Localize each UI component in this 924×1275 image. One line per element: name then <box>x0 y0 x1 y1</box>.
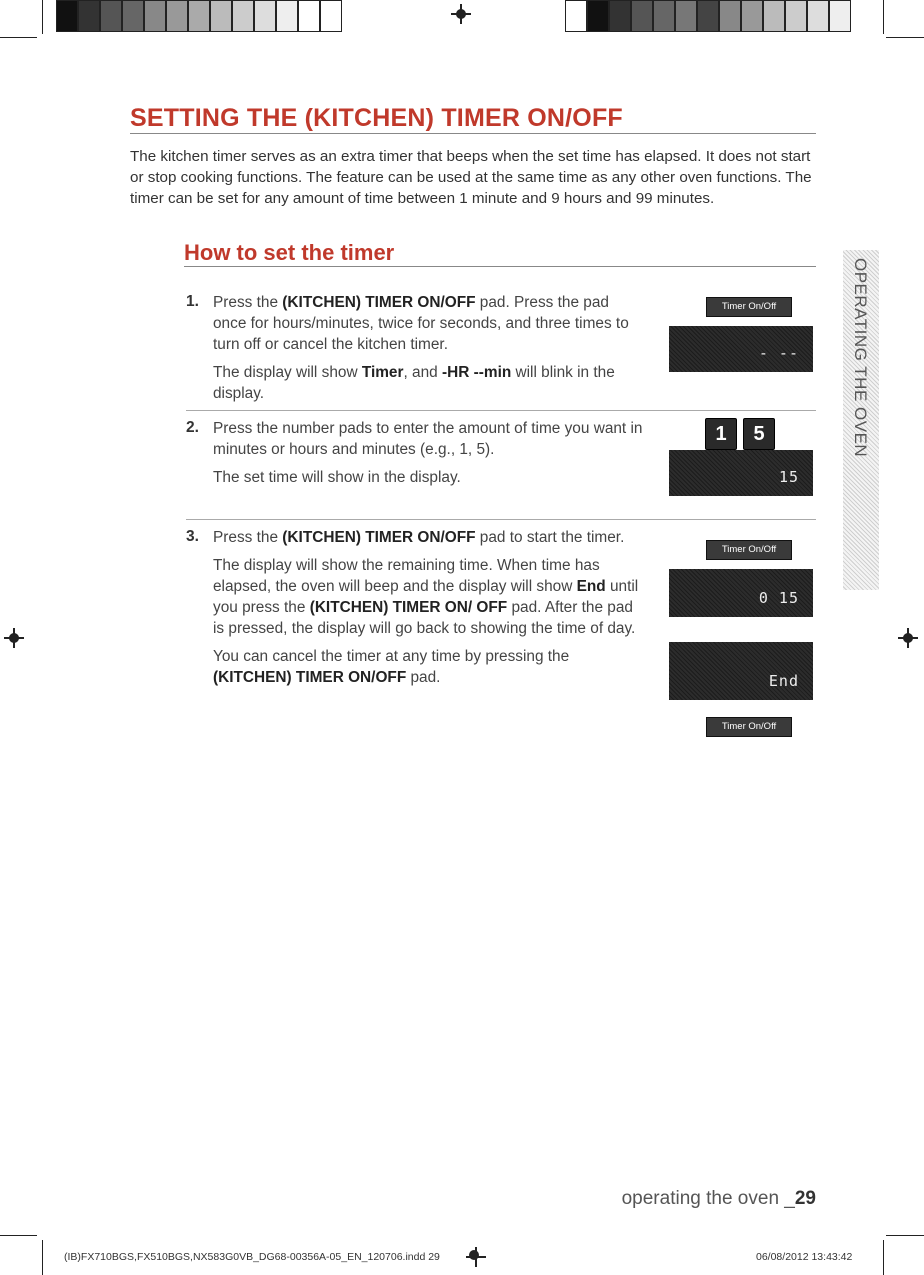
oven-display <box>669 642 813 700</box>
step-1-text: Press the (KITCHEN) TIMER ON/OFF pad. Press the pad once for hours/minutes, twice for seconds, and three times to turn off or cancel the kitchen timer. The display will show Timer, and -HR --min will blink in the display. <box>213 294 629 402</box>
registration-mark-icon <box>4 628 24 648</box>
color-bar-right <box>565 0 851 32</box>
crop-mark <box>0 1235 37 1236</box>
title-rule <box>130 133 816 134</box>
timer-on-off-button: Timer On/Off <box>706 297 792 317</box>
display-readout: 0 15 <box>758 589 799 607</box>
page-number: 29 <box>794 1188 816 1209</box>
section-heading: How to set the timer <box>184 240 395 265</box>
crop-mark <box>886 37 924 38</box>
print-date: 06/08/2012 13:43:42 <box>756 1251 853 1263</box>
registration-mark-icon <box>451 4 471 24</box>
step-number: 3. <box>186 528 199 545</box>
crop-mark <box>883 1240 884 1275</box>
step-divider <box>186 519 816 520</box>
intro-paragraph: The kitchen timer serves as an extra timer that beeps when the set time has elapsed. It does not start or stop cooking functions. The feature can be used at the same time as any other oven functions. The timer can be set for any amount of time between 1 minute and 9 hours and 99 minutes. <box>130 148 812 207</box>
oven-display <box>669 569 813 617</box>
display-readout: End <box>768 672 799 690</box>
color-bar-left <box>56 0 342 32</box>
page-title: SETTING THE (KITCHEN) TIMER ON/OFF <box>130 104 623 132</box>
step-2-text: Press the number pads to enter the amount of time you want in minutes or hours and minutes (e.g., 1, 5). The set time will show in the display. <box>213 420 643 486</box>
crop-mark <box>886 1235 924 1236</box>
registration-mark-icon <box>898 628 918 648</box>
display-readout: 15 <box>778 468 799 486</box>
step-3-text: Press the (KITCHEN) TIMER ON/OFF pad to start the timer. The display will show the remaining time. When time has elapsed, the oven will beep and the display will show End until you press the (KITCHEN) TIMER ON/ OFF pad. After the pad is pressed, the display will go back to showing the time of day. You can cancel the timer at any time by pressing the (KITCHEN) TIMER ON/OFF pad. <box>213 529 639 686</box>
display-readout: - -- <box>758 344 799 362</box>
crop-mark <box>0 37 37 38</box>
timer-on-off-button: Timer On/Off <box>706 717 792 737</box>
oven-display <box>669 450 813 496</box>
number-pad-5: 5 <box>743 418 775 450</box>
timer-on-off-button: Timer On/Off <box>706 540 792 560</box>
print-file-info: (IB)FX710BGS,FX510BGS,NX583G0VB_DG68-00356A-05_EN_120706.indd 29 <box>64 1251 440 1263</box>
crop-mark <box>42 0 43 34</box>
step-number: 2. <box>186 419 199 436</box>
registration-mark-icon <box>466 1247 482 1263</box>
oven-display <box>669 326 813 372</box>
section-rule <box>184 266 816 267</box>
page-footer <box>622 1188 816 1210</box>
crop-mark <box>42 1240 43 1275</box>
crop-mark <box>883 0 884 34</box>
footer-section: operating the oven _ <box>621 1188 795 1209</box>
chapter-side-tab <box>843 250 879 590</box>
number-pad-1: 1 <box>705 418 737 450</box>
step-number: 1. <box>186 293 199 310</box>
chapter-tab-label: OPERATING THE OVEN <box>851 258 870 458</box>
step-divider <box>186 410 816 411</box>
